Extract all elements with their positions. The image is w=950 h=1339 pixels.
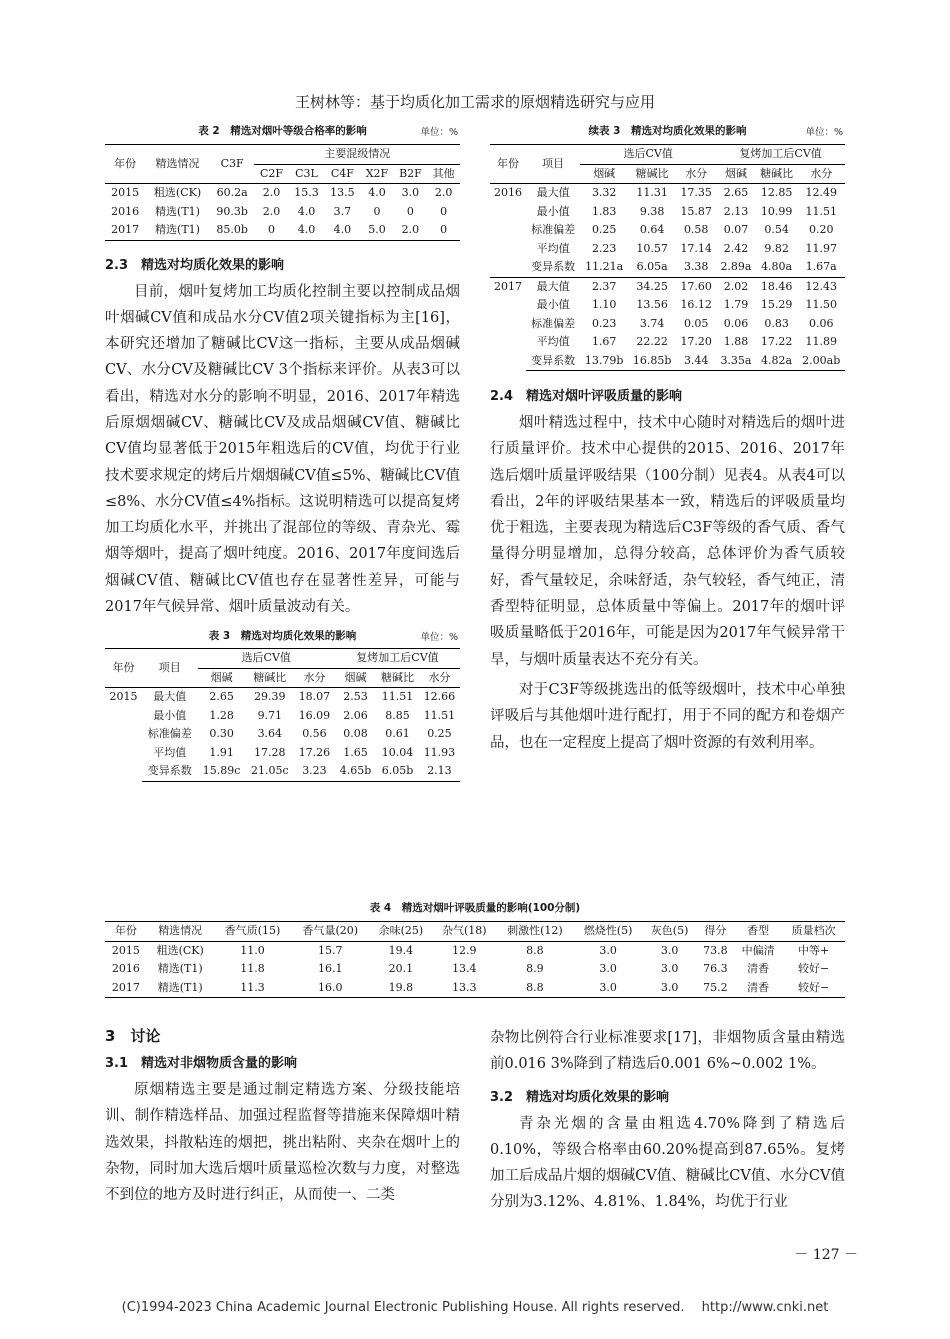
cell: 1.88	[723, 335, 749, 348]
cell: 8.85	[385, 708, 410, 722]
cell: 2016	[111, 204, 140, 218]
table2-subcol: X2F	[365, 166, 389, 180]
cell: 11.8	[240, 962, 265, 975]
table-row	[490, 221, 845, 240]
cell: 2.02	[716, 277, 756, 296]
table4-header: 精选情况	[147, 922, 214, 942]
table-row	[105, 744, 460, 763]
table3c-h-item: 项目	[526, 145, 580, 184]
cell: 2.89a	[720, 260, 752, 273]
table3c-subcol: 糖碱比	[635, 166, 669, 180]
cell: 2.00ab	[797, 352, 845, 371]
cell: 17.22	[760, 335, 793, 348]
cell: 2.0	[262, 204, 281, 218]
cell: 变异系数	[142, 762, 198, 781]
table4-header: 燃烧性(5)	[574, 922, 643, 942]
cell: 0.07	[723, 223, 749, 236]
table2-h-sel: 精选情况	[145, 145, 209, 184]
cell: 2015	[105, 688, 142, 782]
cell: 10.04	[381, 745, 414, 759]
table-row	[105, 941, 845, 960]
cell: 0.64	[639, 223, 665, 236]
cell: 3.0	[394, 184, 428, 203]
cell: 2017	[490, 277, 526, 371]
right-column-bottom	[490, 1025, 845, 1216]
cell: 17.14	[680, 241, 712, 255]
cell: 19.4	[388, 943, 414, 957]
cell: 22.22	[636, 335, 668, 348]
cell: 4.65b	[335, 762, 376, 781]
table4-header: 余味(25)	[369, 922, 432, 942]
table3c-h-redry: 复烤加工后CV值	[716, 145, 845, 165]
cell: 16.0	[291, 979, 369, 998]
cell: 11.51	[805, 204, 837, 218]
table3-h-item: 项目	[142, 649, 198, 688]
cell: 19.8	[369, 979, 432, 998]
cell: 2015	[105, 184, 145, 203]
table3-continued	[490, 144, 845, 371]
table3-subcol: 水分	[428, 670, 451, 684]
cell: 4.0	[324, 221, 360, 240]
cell: 2.13	[419, 762, 460, 781]
cell: 17.60	[676, 277, 716, 296]
cell: 0.83	[764, 316, 789, 330]
cell: 8.8	[496, 979, 574, 998]
cell: 0.30	[209, 727, 234, 741]
cell: 11.89	[805, 335, 837, 348]
cell: 3.0	[642, 979, 696, 998]
cell: 2016	[490, 184, 526, 278]
cell: 15.89c	[198, 762, 246, 781]
table-row	[490, 240, 845, 259]
cell: 60.2a	[210, 184, 255, 203]
cell: 1.91	[209, 745, 234, 759]
table2-subcol: C3L	[295, 166, 318, 180]
cell: 3.0	[660, 943, 679, 957]
cell: 0	[373, 204, 381, 218]
cell: 12.66	[419, 688, 460, 707]
table2-h-year: 年份	[105, 145, 145, 184]
cell: 13.5	[324, 184, 360, 203]
cell: 16.85b	[628, 352, 676, 371]
cell: 变异系数	[526, 352, 580, 371]
table3c-subcol: 水分	[810, 166, 833, 180]
table3-subcol: 糖碱比	[253, 670, 287, 684]
cell: 较好−	[798, 962, 830, 975]
cell: 平均值	[153, 745, 187, 759]
cell: 1.67	[591, 335, 617, 348]
cell: 1.28	[209, 708, 234, 722]
cell: 0.20	[808, 223, 834, 236]
table2-subcol: C2F	[259, 166, 284, 180]
cell: 17.26	[298, 745, 331, 759]
cell: 11.21a	[585, 260, 624, 273]
cell: 10.57	[636, 241, 668, 255]
table-row	[490, 296, 845, 315]
cell: 2.65	[198, 688, 246, 707]
cell: 2016	[111, 962, 140, 975]
cell: 最小值	[536, 298, 570, 311]
table-row	[105, 688, 460, 707]
table3-unit: 单位：%	[420, 632, 458, 644]
table2-caption: 表 2 精选对烟叶等级合格率的影响	[198, 125, 367, 137]
cell: 0	[440, 204, 448, 218]
cell: 3.0	[599, 962, 617, 975]
cell: 17.20	[680, 335, 712, 348]
cell: 最大值	[142, 688, 198, 707]
section-2-3-title: 2.3 精选对均质化效果的影响	[105, 257, 285, 273]
table3-h-after: 选后CV值	[198, 649, 335, 669]
cell: 中等+	[798, 943, 830, 957]
cell: 2.0	[394, 221, 428, 240]
table4-header: 灰色(5)	[642, 922, 696, 942]
table4-block	[105, 900, 845, 998]
table-row	[490, 203, 845, 222]
cell: 1.10	[591, 298, 617, 311]
cell: 0.05	[683, 316, 709, 330]
cell: 11.97	[805, 241, 837, 255]
table3c-subcol: 糖碱比	[760, 166, 794, 180]
cell: 9.38	[639, 204, 665, 218]
section-2-3-body: 目前，烟叶复烤加工均质化控制主要以控制成品烟叶烟碱CV值和成品水分CV值2项关键指标为主[16]，本研究还增加了糖碱比CV这一指标，主要从成品烟碱CV、水分CV及糖碱比CV 3个指标来评价。从表3可以看出，精选对水分的影响不明显，2016、2017年精选后原烟烟碱CV、糖碱比CV及成品烟碱CV值、糖碱比CV值均显著低于2015年粗选后的CV值，均优于行业技术要求规定的烤后片烟烟碱CV值≤5%、糖碱比CV值≤8%、水分CV值≤4%指标。这说明精选可以提高复烤加工均质化水平，并挑出了混部位的等级、青杂光、霉烟等烟叶，提高了烟叶纯度。2016、2017年度间选后烟碱CV值、糖碱比CV值也存在显著性差异，可能与2017年气候异常、烟叶质量波动有关。	[105, 283, 460, 616]
cell: 18.46	[756, 277, 798, 296]
table3-caption: 表 3 精选对均质化效果的影响	[208, 630, 357, 643]
cell: 1.79	[723, 298, 749, 311]
table4-header: 刺激性(12)	[496, 922, 574, 942]
left-column	[105, 123, 460, 782]
copyright-footer: (C)1994-2023 China Academic Journal Electronic Publishing House. All rights reserved. http://www.cnki.net	[121, 1300, 829, 1315]
table2-unit: 单位：%	[420, 127, 458, 138]
table3c-h-after: 选后CV值	[580, 145, 716, 165]
cell: 75.2	[697, 979, 734, 998]
cell: 12.9	[452, 943, 477, 957]
table4-header: 香气质(15)	[214, 922, 292, 942]
table-row	[490, 315, 845, 334]
cell: 标准偏差	[531, 223, 576, 236]
cell: 16.12	[680, 298, 712, 311]
cell: 2.0	[427, 184, 460, 203]
cell: 3.0	[599, 943, 617, 957]
running-header: 王树林等：基于均质化加工需求的原烟精选研究与应用	[294, 93, 655, 111]
cell: 2.37	[580, 277, 628, 296]
table-row	[490, 333, 845, 352]
cell: 1.83	[591, 204, 617, 218]
cell: 0.61	[385, 727, 410, 741]
cell: 平均值	[536, 241, 570, 255]
cell: 标准偏差	[531, 316, 576, 330]
cell: 精选(T1)	[157, 962, 203, 975]
cell: 3.32	[580, 184, 628, 203]
table-row	[105, 960, 845, 979]
table-row	[105, 707, 460, 726]
page-number: － 127 －	[794, 1247, 858, 1263]
cell: 精选(T1)	[155, 204, 200, 218]
cell: 中偏清	[741, 943, 775, 957]
table4-header-row	[105, 922, 845, 942]
table2-h-c3f: C3F	[210, 145, 255, 184]
cell: 粗选(CK)	[156, 943, 204, 957]
table3-h-year: 年份	[105, 649, 142, 688]
cell: 清香	[734, 979, 782, 998]
cell: 3.64	[257, 727, 283, 741]
cell: 4.0	[297, 204, 316, 218]
right-column	[490, 123, 845, 756]
section-3-1-body: 原烟精选主要是通过制定精选方案、分级技能培训、制作精选样品、加强过程监督等措施来保障烟叶精选效果，抖散粘连的烟把，挑出粘附、夹杂在烟叶上的杂物，同时加大选后烟叶质量巡检次数与力度，对整选不到位的地方及时进行纠正，从而使一、二类	[105, 1082, 460, 1204]
table-row	[105, 725, 460, 744]
table3-caption-row	[105, 628, 460, 643]
cell: 29.39	[246, 688, 294, 707]
cell: 0.25	[427, 727, 452, 741]
cell: 0.08	[343, 727, 368, 741]
table3-subcol: 烟碱	[210, 670, 233, 684]
cell: 3.35a	[716, 352, 756, 371]
cell: 粗选(CK)	[145, 184, 209, 203]
cell: 12.85	[756, 184, 798, 203]
cell: 标准偏差	[147, 727, 192, 741]
cell: 13.4	[452, 962, 477, 975]
cell: 90.3b	[216, 204, 248, 218]
cell: 10.99	[760, 204, 793, 218]
table3-cont-unit: 单位：%	[805, 127, 843, 138]
cell: 3.0	[574, 979, 643, 998]
cell: 9.82	[764, 241, 789, 255]
cell: 最小值	[153, 708, 187, 722]
cell: 较好−	[782, 979, 845, 998]
cell: 0.25	[591, 223, 617, 236]
table3	[105, 648, 460, 782]
section-2-4-body-2: 对于C3F等级挑选出的低等级烟叶，技术中心单独评吸后与其他烟叶进行配打，用于不同的配方和卷烟产品，也在一定程度上提高了烟叶资源的有效利用率。	[490, 681, 845, 751]
table3-cont-caption: 续表 3 精选对均质化效果的影响	[588, 125, 747, 137]
table3-cont-caption-row	[490, 123, 845, 138]
cell: 8.8	[526, 943, 544, 957]
cell: 0	[254, 221, 288, 240]
cell: 73.8	[703, 943, 728, 957]
cell: 清香	[747, 962, 770, 975]
table4-header: 质量档次	[782, 922, 845, 942]
cell: 17.28	[254, 745, 286, 759]
table-row	[105, 184, 460, 203]
section-2-4-title: 2.4 精选对烟叶评吸质量的影响	[490, 389, 683, 404]
table-row	[490, 258, 845, 277]
cell: 2.13	[723, 204, 749, 218]
cell: 16.1	[318, 962, 343, 975]
cell: 3.44	[676, 352, 716, 371]
cell: 12.43	[797, 277, 845, 296]
cell: 3.23	[294, 762, 335, 781]
cell: 13.56	[636, 298, 668, 311]
cell: 4.82a	[756, 352, 798, 371]
table-row	[105, 762, 460, 781]
cell: 8.9	[526, 962, 544, 975]
cell: 5.0	[360, 221, 393, 240]
table2-h-group: 主要混级情况	[254, 145, 460, 165]
cell: 0.23	[591, 316, 617, 330]
cell: 0	[406, 204, 414, 218]
cell: 85.0b	[210, 221, 255, 240]
table3c-h-year: 年份	[490, 145, 526, 184]
cell: 最大值	[526, 184, 580, 203]
table-row	[105, 221, 460, 240]
cell: 平均值	[536, 335, 570, 348]
section-2-4-body-1: 烟叶精选过程中，技术中心随时对精选后的烟叶进行质量评价。技术中心提供的2015、2016、2017年选后烟叶质量评吸结果（100分制）见表4。从表4可以看出，2年的评吸结果基本一致，精选后的评吸质量均优于粗选，主要表现为精选后C3F等级的香气质、香气量得分明显增加，总得分较高，总体评价为香气质较好，香气量较足，余味舒适，杂气较轻，香气纯正，清香型特征明显，总体质量中等偏上。2017年的烟叶评吸质量略低于2016年，可能是因为2017年气候异常干旱，与烟叶质量表达不充分有关。	[490, 415, 845, 668]
table4-header: 杂气(18)	[433, 922, 496, 942]
cell: 变异系数	[531, 260, 576, 273]
cell: 16.09	[298, 708, 331, 722]
cell: 3.38	[683, 260, 709, 273]
cell: 1.65	[343, 745, 368, 759]
cell: 4.80a	[761, 260, 793, 273]
cell: 20.1	[388, 962, 414, 975]
cell: 2.65	[716, 184, 756, 203]
cell: 6.05b	[376, 762, 419, 781]
table-row	[490, 277, 845, 296]
cell: 2017	[105, 979, 147, 998]
table3c-subcol: 烟碱	[593, 166, 616, 180]
table3-subcol: 糖碱比	[380, 670, 414, 684]
cell: 2.42	[723, 241, 749, 255]
cell: 4.0	[360, 184, 393, 203]
cell: 11.0	[240, 943, 265, 957]
table2-caption-row	[105, 123, 460, 138]
section-3-title: 3 讨论	[105, 1027, 161, 1045]
table4	[105, 921, 845, 998]
table4-caption: 表 4 精选对烟叶评吸质量的影响(100分制)	[369, 902, 581, 914]
cell: 34.25	[628, 277, 676, 296]
cell: 15.3	[289, 184, 325, 203]
cell: 15.29	[760, 298, 793, 311]
cell: 21.05c	[246, 762, 294, 781]
cell: 2015	[111, 943, 140, 957]
cell: 15.7	[318, 943, 343, 957]
cell: 12.49	[797, 184, 845, 203]
left-column-bottom	[105, 1025, 460, 1208]
table3c-subcol: 水分	[685, 166, 708, 180]
table2-subcol: 其他	[432, 166, 455, 180]
table3-subcol: 烟碱	[344, 670, 367, 684]
cell: 11.51	[376, 688, 419, 707]
table2-subcol: B2F	[399, 166, 422, 180]
cell: 0.06	[808, 316, 834, 330]
cell: 精选(T1)	[145, 221, 209, 240]
cell: 2.06	[343, 708, 368, 722]
cell: 2017	[105, 221, 145, 240]
cell: 最小值	[536, 204, 570, 218]
cell: 17.35	[676, 184, 716, 203]
cell: 0	[427, 221, 460, 240]
cell: 11.3	[214, 979, 292, 998]
cell: 11.93	[423, 745, 456, 759]
cell: 0.58	[683, 223, 709, 236]
cell: 11.51	[423, 708, 456, 722]
cell: 2.23	[591, 241, 617, 255]
table4-header: 年份	[105, 922, 147, 942]
cell: 0.56	[302, 727, 327, 741]
table4-header: 香气量(20)	[291, 922, 369, 942]
cell: 1.67a	[805, 260, 837, 273]
section-3-1-title: 3.1 精选对非烟物质含量的影响	[105, 1056, 298, 1071]
cell: 9.71	[257, 708, 283, 722]
cell: 2.53	[335, 688, 376, 707]
table2	[105, 144, 460, 241]
cell: 18.07	[294, 688, 335, 707]
table3c-subcol: 烟碱	[724, 166, 747, 180]
table2-subcol: C4F	[330, 166, 354, 180]
section-3-1-continued: 杂物比例符合行业标准要求[17]，非烟物质含量由精选前0.016 3%降到了精选后0.001 6%~0.002 1%。	[490, 1030, 845, 1073]
cell: 15.87	[680, 204, 712, 218]
table3-h-redry: 复烤加工后CV值	[335, 649, 460, 669]
section-3-2-title: 3.2 精选对均质化效果的影响	[490, 1089, 670, 1105]
cell: 3.74	[639, 316, 665, 330]
cell: 0.54	[764, 223, 789, 236]
cell: 0.06	[723, 316, 749, 330]
table4-header: 香型	[734, 922, 782, 942]
cell: 3.0	[660, 962, 679, 975]
cell: 2.0	[254, 184, 288, 203]
table-row	[105, 979, 845, 998]
cell: 13.3	[433, 979, 496, 998]
cell: 11.50	[805, 298, 837, 311]
cell: 76.3	[703, 962, 728, 975]
cell: 3.7	[333, 204, 352, 218]
section-3-2-body: 青杂光烟的含量由粗选4.70%降到了精选后0.10%，等级合格率由60.20%提高到87.65%。复烤加工后成品片烟的烟碱CV值、糖碱比CV值、水分CV值分别为3.12%、4.81%、1.84%，均优于行业	[490, 1115, 845, 1211]
cell: 精选(T1)	[147, 979, 214, 998]
cell: 11.31	[628, 184, 676, 203]
cell: 13.79b	[580, 352, 628, 371]
cell: 6.05a	[636, 260, 668, 273]
table-row	[105, 203, 460, 222]
table4-header: 得分	[697, 922, 734, 942]
cell: 最大值	[526, 277, 580, 296]
table-row	[490, 184, 845, 203]
table3-subcol: 水分	[303, 670, 326, 684]
table-row	[490, 352, 845, 371]
cell: 4.0	[289, 221, 325, 240]
